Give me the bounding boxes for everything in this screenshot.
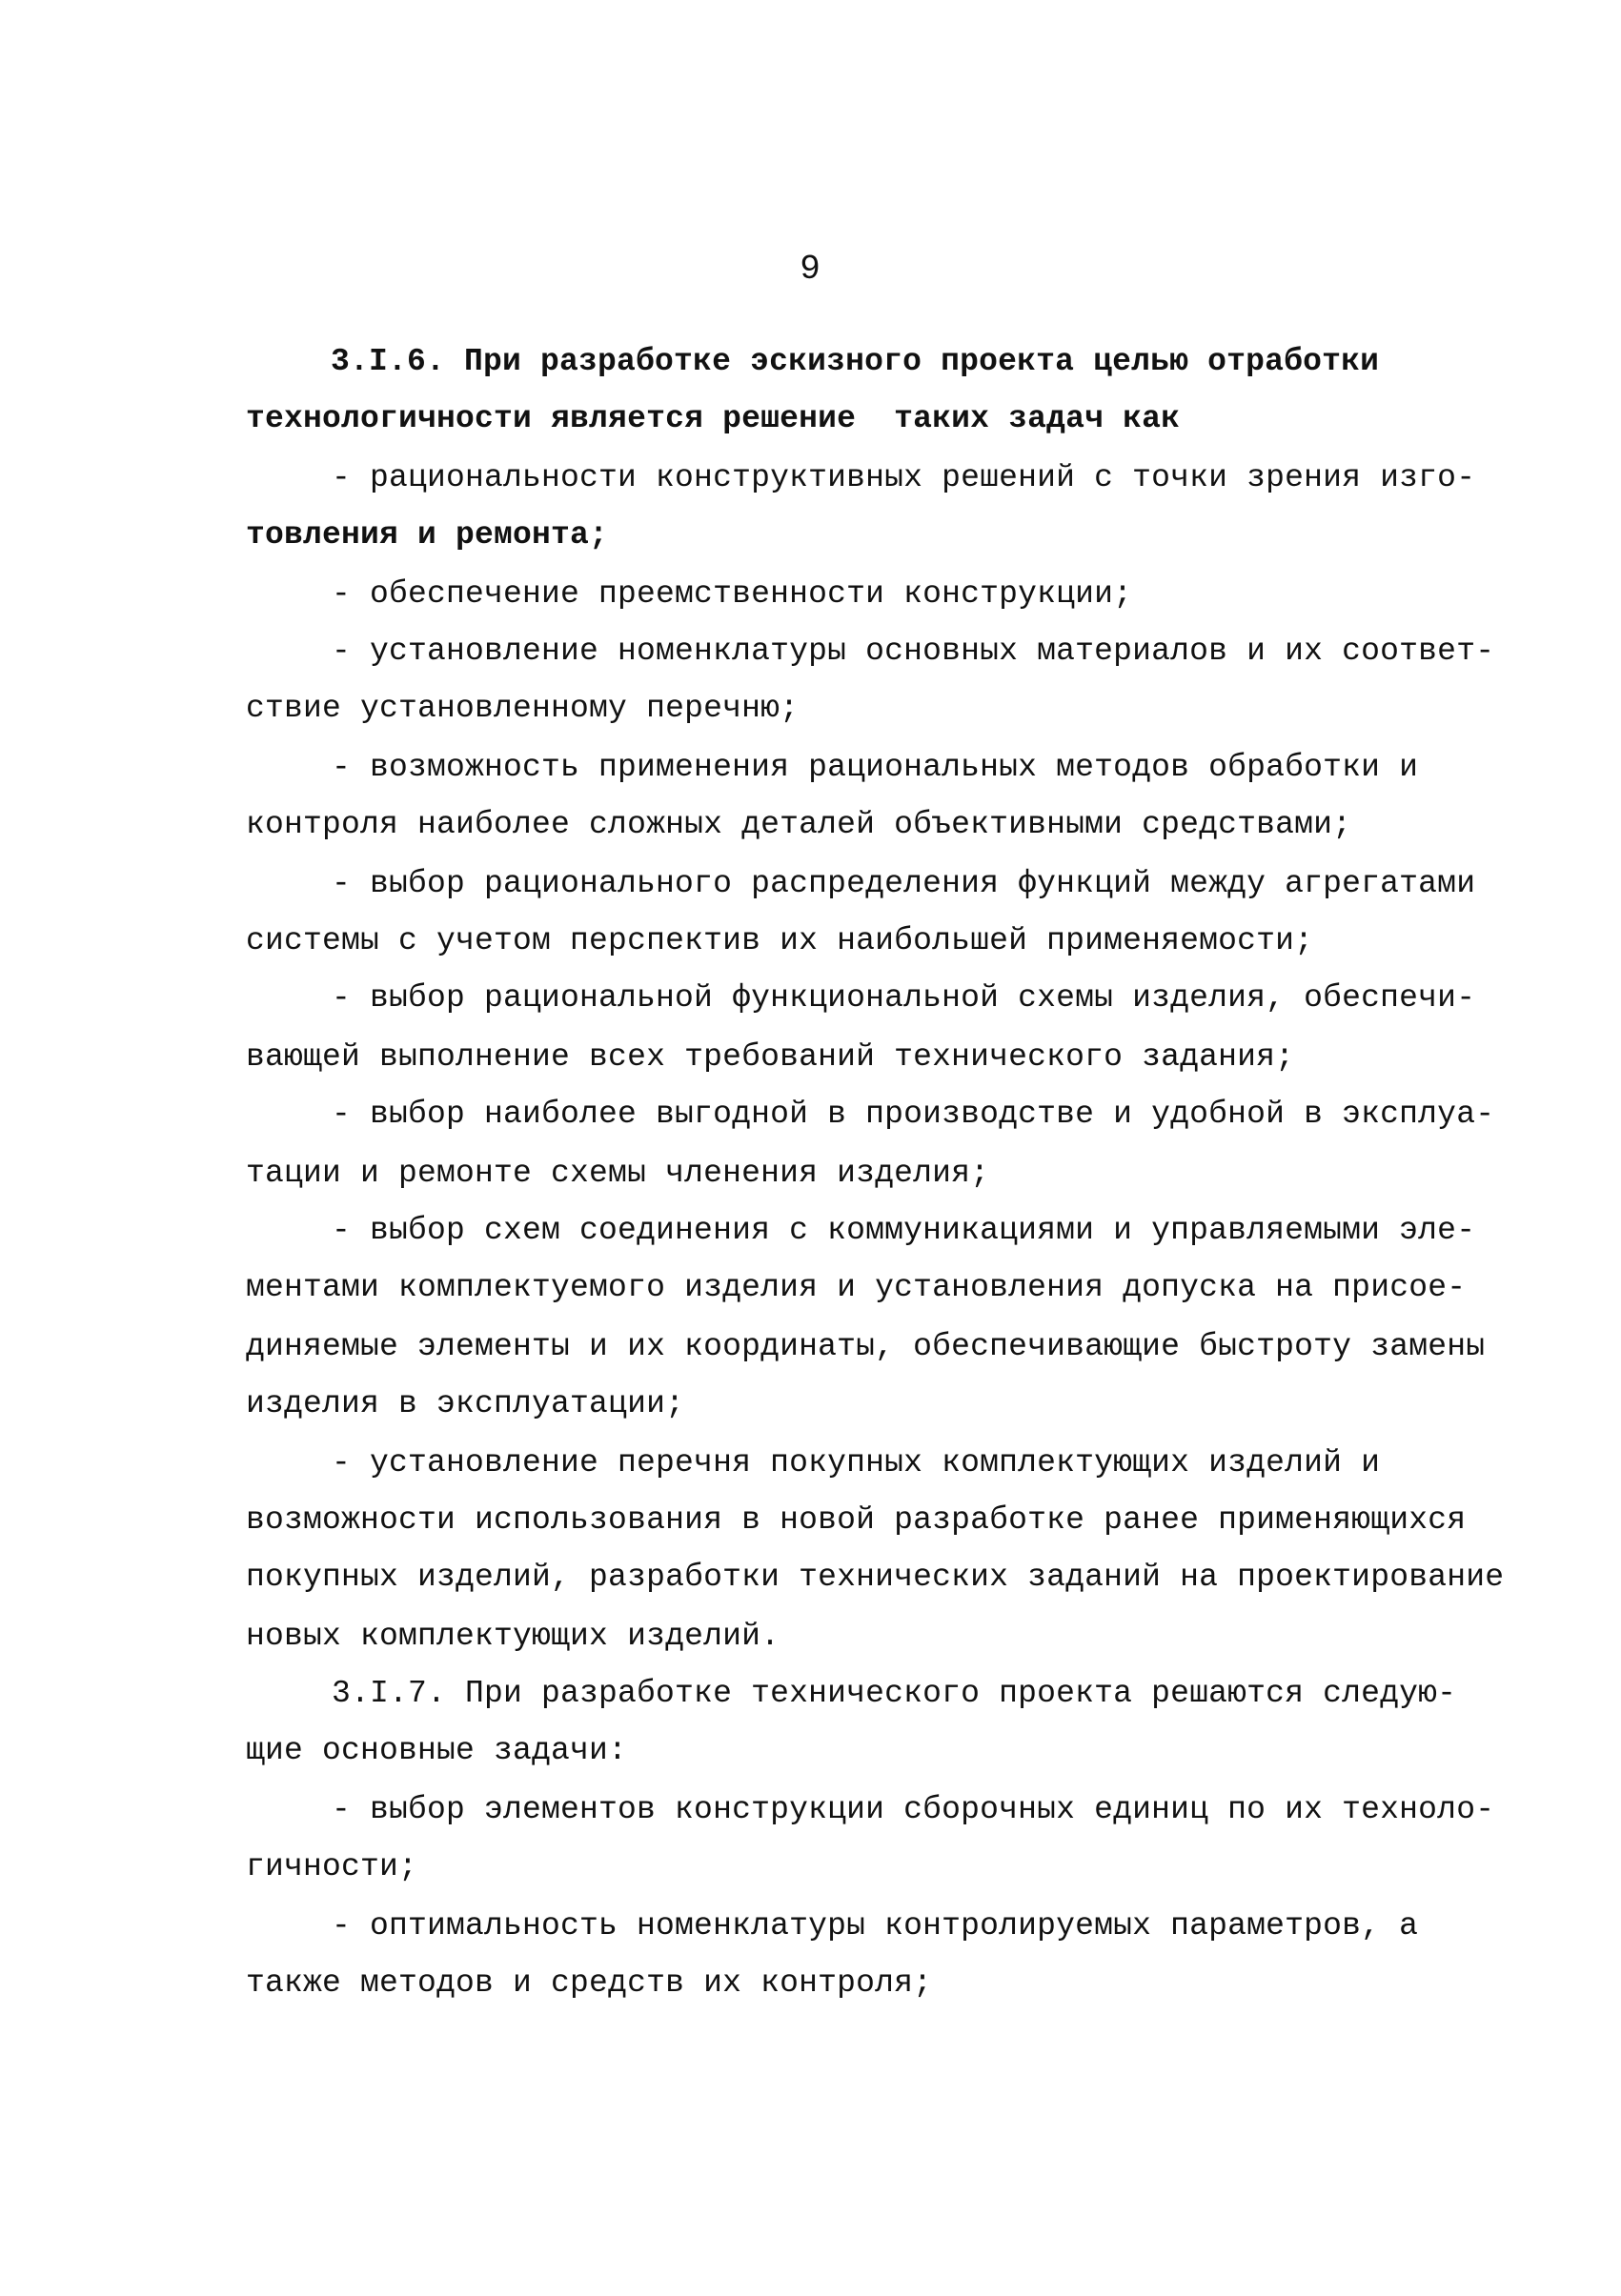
text-line: покупных изделий, разработки технических заданий на проектирование [246,1560,1505,1595]
text-line: - установление номенклатуры основных материалов и их соответ- [332,634,1495,669]
text-line: - оптимальность номенклатуры контролируемых параметров, а [332,1908,1419,1944]
text-line: - выбор элементов конструкции сборочных единиц по их техноло- [332,1792,1495,1827]
text-line: - выбор схем соединения с коммуникациями и управляемыми эле- [332,1213,1476,1248]
text-line: товления и ремонта; [246,517,609,553]
text-line: - выбор рациональной функциональной схемы изделия, обеспечи- [332,980,1476,1016]
text-line: системы с учетом перспектив их наибольшей применяемости; [246,923,1314,958]
page-number: 9 [800,250,821,289]
text-line: диняемые элементы и их координаты, обеспечивающие быстроту замены [246,1329,1486,1364]
text-line: гичности; [246,1849,418,1884]
text-line: новых комплектующих изделий. [246,1619,780,1654]
text-line: возможности использования в новой разработке ранее применяющихся [246,1502,1467,1538]
text-line: - обеспечение преемственности конструкции; [332,576,1133,612]
text-line: ствие установленному перечню; [246,691,800,726]
text-line: - выбор наиболее выгодной в производстве и удобной в эксплуа- [332,1097,1495,1132]
text-line: щие основные задачи: [246,1733,628,1768]
text-line: - установление перечня покупных комплектующих изделий и [332,1445,1381,1480]
text-line: контроля наиболее сложных деталей объективными средствами; [246,807,1352,842]
text-line: 3.I.6. При разработке эскизного проекта целью отработки [331,344,1380,379]
text-line: - рациональности конструктивных решений с точки зрения изго- [332,460,1476,495]
text-line: - выбор рационального распределения функций между агрегатами [332,866,1476,901]
text-line: вающей выполнение всех требований технического задания; [246,1039,1295,1075]
text-line: - возможность применения рациональных методов обработки и [332,750,1419,785]
text-line: технологичности является решение таких задач как [246,401,1181,436]
text-line: также методов и средств их контроля; [246,1965,933,2001]
text-line: 3.I.7. При разработке технического проекта решаются следую- [332,1676,1457,1711]
text-line: изделия в эксплуатации; [246,1386,685,1421]
text-line: тации и ремонте схемы членения изделия; [246,1156,990,1191]
text-line: ментами комплектуемого изделия и установления допуска на присое- [246,1270,1467,1305]
